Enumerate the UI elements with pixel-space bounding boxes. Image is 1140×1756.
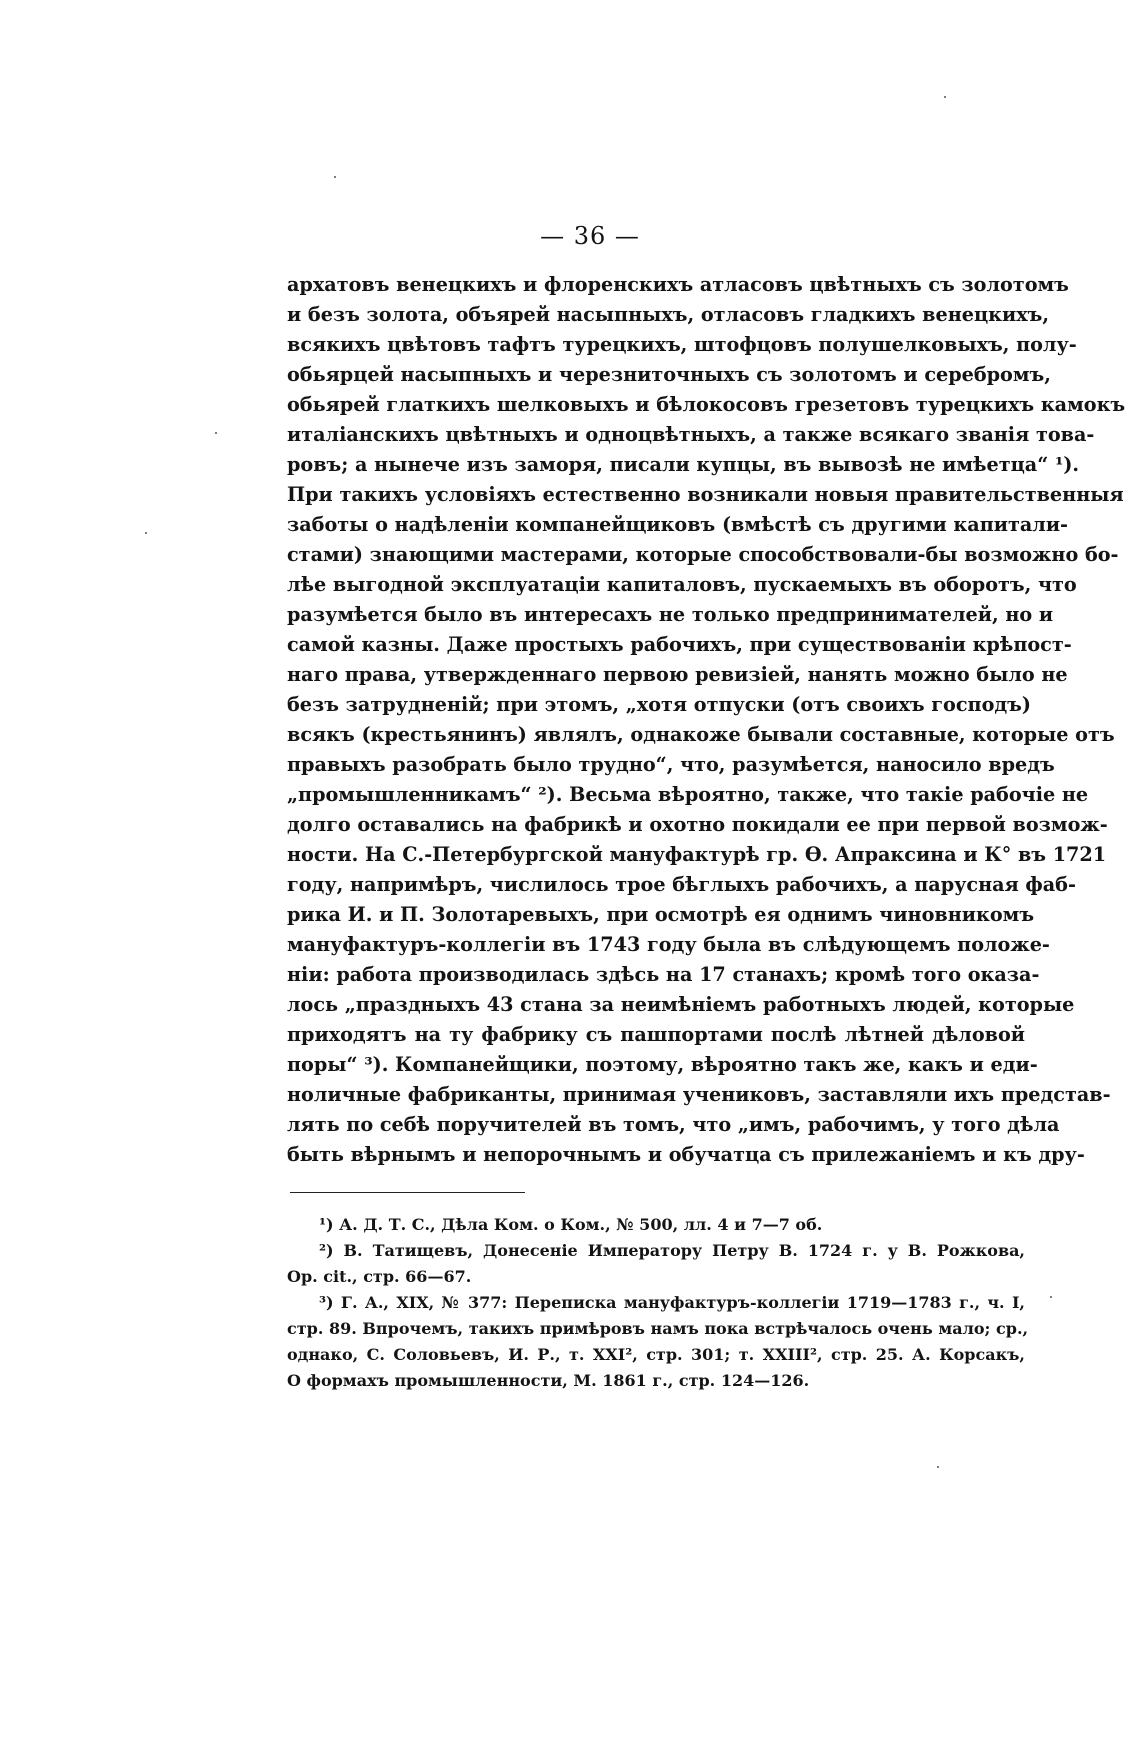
text-line: быть вѣрнымъ и непорочнымъ и обучатца съ прилежаніемъ и къ дру-	[287, 1143, 1085, 1166]
footnotes	[287, 1212, 1029, 1394]
scan-speck	[334, 176, 336, 178]
text-line: году, напримѣръ, числилось трое бѣглыхъ рабочихъ, а парусная фаб-	[287, 873, 1076, 896]
text-line: архатовъ венецкихъ и флоренскихъ атласовъ цвѣтныхъ съ золотомъ	[287, 273, 1069, 296]
text-line: заботы о надѣленіи компанейщиковъ (вмѣстѣ съ другими капитали-	[287, 513, 1069, 536]
footnote-line: ¹) А. Д. Т. С., Дѣла Ком. о Ком., № 500, лл. 4 и 7—7 об.	[319, 1215, 823, 1234]
text-line: правыхъ разобрать было трудно“, что, разумѣется, наносило вредъ	[287, 753, 1055, 776]
scan-speck	[145, 532, 147, 534]
main-text	[287, 270, 1126, 1170]
text-line: обьярей глаткихъ шелковыхъ и бѣлокосовъ грезетовъ турецкихъ камокъ	[287, 393, 1126, 416]
footnote-line: однако, С. Соловьевъ, И. Р., т. XXI², стр. 301; т. XXIII², стр. 25. А. Корсакъ,	[287, 1345, 1025, 1364]
text-line: лось „праздныхъ 43 стана за неимѣніемъ работныхъ людей, которые	[287, 993, 1075, 1016]
text-line: долго оставались на фабрикѣ и охотно покидали ее при первой возмож-	[287, 813, 1108, 836]
text-line: лять по себѣ поручителей въ томъ, что „имъ, рабочимъ, у того дѣла	[287, 1113, 1060, 1136]
text-line: безъ затрудненій; при этомъ, „хотя отпуски (отъ своихъ господъ)	[287, 693, 1031, 716]
scan-speck	[944, 96, 946, 98]
footnote-line: ³) Г. А., XIX, № 377: Переписка мануфактуръ-коллегіи 1719—1783 г., ч. I,	[319, 1293, 1025, 1312]
text-line: мануфактуръ-коллегіи въ 1743 году была въ слѣдующемъ положе-	[287, 933, 1050, 956]
text-line: ноличные фабриканты, принимая учениковъ, заставляли ихъ представ-	[287, 1083, 1111, 1106]
footnote-line: Op. cit., стр. 66—67.	[287, 1267, 472, 1286]
text-line: рика И. и П. Золотаревыхъ, при осмотрѣ ея однимъ чиновникомъ	[287, 903, 1035, 926]
footnote-line: стр. 89. Впрочемъ, такихъ примѣровъ намъ пока встрѣчалось очень мало; ср.,	[287, 1319, 1029, 1338]
text-line: наго права, утвержденнаго первою ревизіей, нанять можно было не	[287, 663, 1068, 686]
footnote-line: О формахъ промышленности, М. 1861 г., стр. 124—126.	[287, 1371, 810, 1390]
text-line: италіанскихъ цвѣтныхъ и одноцвѣтныхъ, а также всякаго званія това-	[287, 423, 1095, 446]
scan-speck	[937, 1466, 939, 1468]
text-line: стами) знающими мастерами, которые способствовали-бы возможно бо-	[287, 543, 1119, 566]
text-line: лѣе выгодной эксплуатаціи капиталовъ, пускаемыхъ въ оборотъ, что	[287, 573, 1077, 596]
text-line: поры“ ³). Компанейщики, поэтому, вѣроятно такъ же, какъ и еди-	[287, 1053, 1038, 1076]
text-line: ніи: работа производилась здѣсь на 17 станахъ; кромѣ того оказа-	[287, 963, 1040, 986]
text-line: самой казны. Даже простыхъ рабочихъ, при существованіи крѣпост-	[287, 633, 1072, 656]
text-line: При такихъ условіяхъ естественно возникали новыя правительственныя	[287, 483, 1124, 506]
text-line: ности. На С.-Петербургской мануфактурѣ гр. Ѳ. Апраксина и К° въ 1721	[287, 843, 1107, 866]
text-line: разумѣется было въ интересахъ не только предпринимателей, но и	[287, 603, 1054, 626]
text-line: всякъ (крестьянинъ) являлъ, однакоже бывали составные, которые отъ	[287, 723, 1115, 746]
text-line: приходятъ на ту фабрику съ пашпортами послѣ лѣтней дѣловой	[287, 1023, 1025, 1046]
text-line: „промышленникамъ“ ²). Весьма вѣроятно, также, что такіе рабочіе не	[287, 783, 1089, 806]
footnote-line: ²) В. Татищевъ, Донесеніе Императору Петру В. 1724 г. у В. Рожкова,	[319, 1241, 1025, 1260]
footnote-rule	[290, 1192, 525, 1193]
page-number: — 36 —	[540, 222, 640, 250]
text-line: ровъ; а нынече изъ заморя, писали купцы, въ вывозѣ не имѣетца“ ¹).	[287, 453, 1080, 476]
text-line: обьярцей насыпныхъ и черезниточныхъ съ золотомъ и серебромъ,	[287, 363, 1051, 386]
text-line: всякихъ цвѣтовъ тафтъ турецкихъ, штофцовъ полушелковыхъ, полу-	[287, 333, 1077, 356]
scan-speck	[1050, 1296, 1052, 1298]
text-line: и безъ золота, объярей насыпныхъ, отласовъ гладкихъ венецкихъ,	[287, 303, 1050, 326]
scan-speck	[215, 432, 217, 434]
